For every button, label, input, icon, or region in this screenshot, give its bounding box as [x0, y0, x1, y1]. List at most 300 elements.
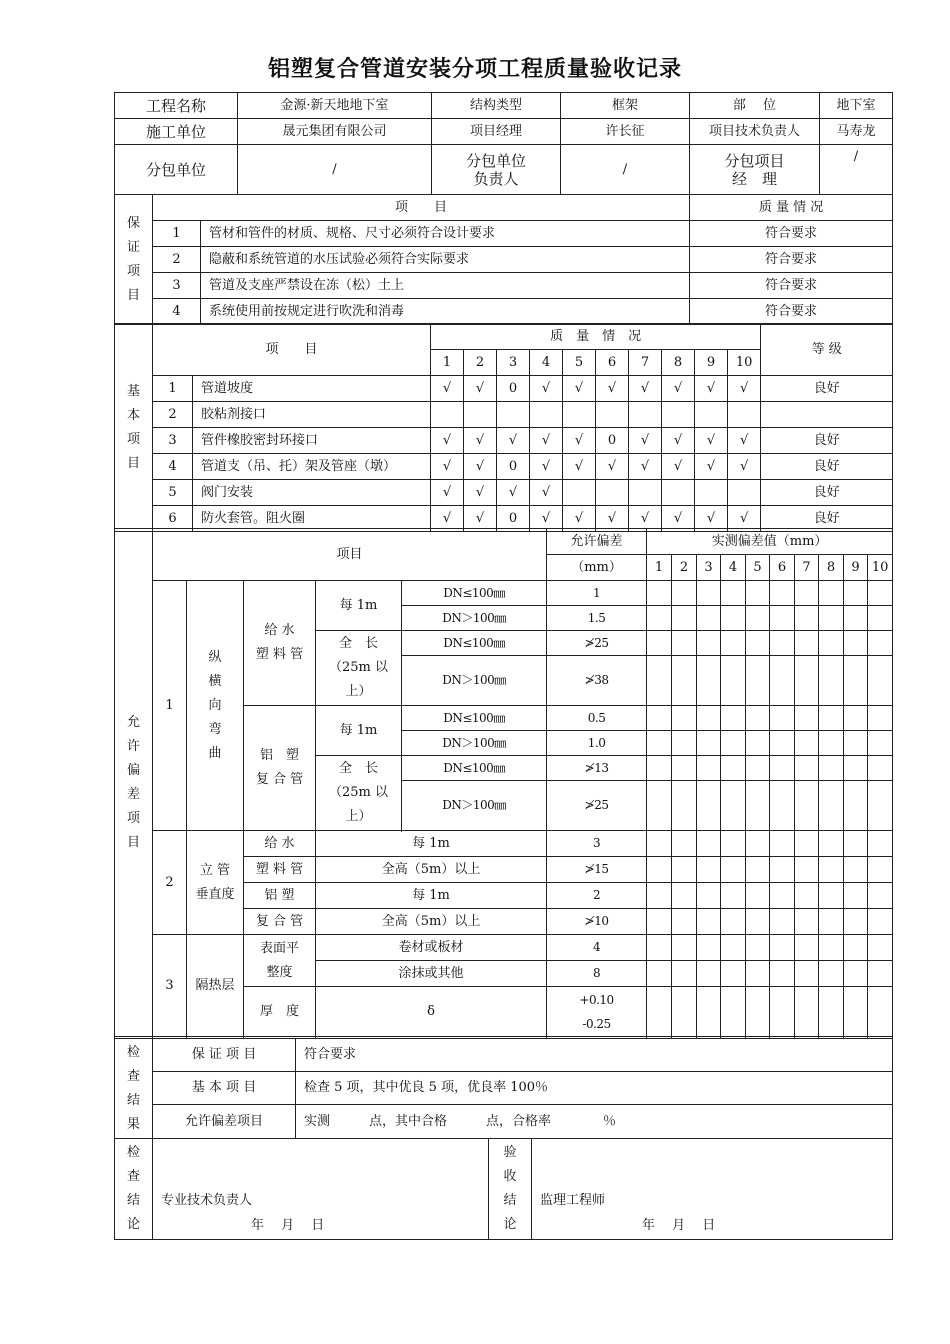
measured-cell[interactable] — [795, 987, 819, 1037]
result-r2-value: 检查 5 项，其中优良 5 项，优良率 100％ — [296, 1072, 893, 1105]
measured-cell[interactable] — [795, 656, 819, 706]
measured-cell[interactable] — [844, 935, 868, 961]
side-char: 结 — [126, 1092, 140, 1108]
col-number: 10 — [868, 555, 893, 581]
measured-cell[interactable] — [697, 731, 721, 756]
measured-cell[interactable] — [770, 706, 795, 731]
measured-cell[interactable] — [697, 581, 721, 606]
measured-cell[interactable] — [868, 857, 893, 883]
measured-cell[interactable] — [721, 731, 746, 756]
mark-cell: √ — [431, 376, 464, 402]
g1-name-char: 曲 — [208, 745, 222, 761]
tol-value: ≯38 — [547, 656, 647, 706]
measured-cell[interactable] — [819, 857, 844, 883]
mark-cell: √ — [563, 454, 596, 480]
tol-value: 2 — [547, 883, 647, 909]
measured-cell[interactable] — [844, 581, 868, 606]
row-text: 管道支（吊、托）架及管座（墩） — [193, 454, 431, 480]
measured-cell[interactable] — [672, 756, 697, 781]
measured-cell[interactable] — [795, 961, 819, 987]
sub-lead-label — [432, 145, 561, 195]
measured-cell[interactable] — [795, 831, 819, 857]
col-number: 10 — [728, 350, 761, 376]
measured-cell[interactable] — [795, 781, 819, 831]
mark-cell — [695, 402, 728, 428]
measured-cell[interactable] — [721, 831, 746, 857]
measured-cell[interactable] — [672, 631, 697, 656]
measured-cell[interactable] — [819, 756, 844, 781]
guarantee-side — [115, 195, 153, 325]
side-char: 论 — [126, 1217, 140, 1232]
measured-cell[interactable] — [770, 935, 795, 961]
measured-cell[interactable] — [721, 756, 746, 781]
measured-cell[interactable] — [697, 831, 721, 857]
tol-value: ≯25 — [547, 781, 647, 831]
mark-cell: √ — [563, 506, 596, 532]
measured-cell[interactable] — [672, 883, 697, 909]
label-line: 上） — [345, 684, 372, 699]
row-no: 2 — [153, 247, 201, 273]
basic-row — [115, 376, 893, 402]
measured-cell[interactable] — [746, 909, 770, 935]
dn-gt: DN＞100㎜ — [402, 731, 547, 756]
g3-thick: 厚 度 — [244, 987, 316, 1037]
measured-cell[interactable] — [770, 631, 795, 656]
measured-cell[interactable] — [647, 656, 672, 706]
measured-cell[interactable] — [868, 961, 893, 987]
mark-cell: √ — [728, 506, 761, 532]
measured-cell[interactable] — [721, 656, 746, 706]
measured-cell[interactable] — [746, 581, 770, 606]
measured-cell[interactable] — [721, 606, 746, 631]
tol-value: 8 — [547, 961, 647, 987]
measured-cell[interactable] — [868, 909, 893, 935]
g1-b-label — [244, 706, 316, 831]
measured-cell[interactable] — [746, 781, 770, 831]
side-char: 项 — [126, 810, 140, 826]
row-no: 4 — [153, 299, 201, 325]
row-grade — [761, 402, 893, 428]
basic-row — [115, 402, 893, 428]
measured-cell[interactable] — [844, 909, 868, 935]
conclusion-right-side — [489, 1139, 532, 1240]
contractor-label: 施工单位 — [115, 119, 238, 145]
mark-cell: √ — [728, 454, 761, 480]
side-char: 证 — [126, 239, 140, 255]
label-line: 全 长 — [338, 761, 378, 776]
mark-cell: √ — [530, 376, 563, 402]
mark-cell — [728, 480, 761, 506]
row-text: 隐蔽和系统管道的水压试验必须符合实际要求 — [201, 247, 690, 273]
measured-cell[interactable] — [844, 781, 868, 831]
measured-cell[interactable] — [795, 756, 819, 781]
pm: 许长征 — [561, 119, 690, 145]
measured-cell[interactable] — [672, 781, 697, 831]
measured-cell[interactable] — [746, 756, 770, 781]
conclusion-left-side — [115, 1139, 153, 1240]
conclusion-right — [532, 1139, 893, 1240]
measured-cell[interactable] — [770, 606, 795, 631]
measured-cell[interactable] — [868, 581, 893, 606]
measured-cell[interactable] — [819, 631, 844, 656]
g3-thick-values — [547, 987, 647, 1037]
side-char: 偏 — [126, 762, 140, 778]
measured-cell[interactable] — [868, 987, 893, 1037]
measured-cell[interactable] — [721, 987, 746, 1037]
measured-cell[interactable] — [647, 756, 672, 781]
measured-cell[interactable] — [819, 883, 844, 909]
full-len-label — [316, 756, 402, 831]
measured-cell[interactable] — [647, 781, 672, 831]
measured-cell[interactable] — [844, 731, 868, 756]
measured-cell[interactable] — [770, 987, 795, 1037]
measured-cell[interactable] — [770, 909, 795, 935]
row-quality: 符合要求 — [690, 221, 893, 247]
measured-cell[interactable] — [647, 909, 672, 935]
measured-cell[interactable] — [746, 961, 770, 987]
dn-le: DN≤100㎜ — [402, 706, 547, 731]
measured-cell[interactable] — [721, 883, 746, 909]
measured-cell[interactable] — [844, 857, 868, 883]
measured-cell[interactable] — [697, 857, 721, 883]
pm-label: 项目经理 — [432, 119, 561, 145]
measured-cell[interactable] — [647, 961, 672, 987]
measured-cell[interactable] — [672, 961, 697, 987]
row-no: 4 — [153, 454, 193, 480]
side-char: 查 — [126, 1068, 140, 1084]
measured-cell[interactable] — [795, 935, 819, 961]
part-label: 部 位 — [690, 93, 820, 119]
header-table — [114, 92, 893, 195]
dn-gt: DN＞100㎜ — [402, 781, 547, 831]
measured-cell[interactable] — [770, 857, 795, 883]
g2-a: 给 水 — [244, 831, 316, 857]
measured-cell[interactable] — [647, 606, 672, 631]
mark-cell: √ — [530, 428, 563, 454]
measured-cell[interactable] — [770, 731, 795, 756]
row-grade: 良好 — [761, 376, 893, 402]
measured-cell[interactable] — [697, 883, 721, 909]
mark-cell: 0 — [497, 506, 530, 532]
side-char: 验 — [503, 1145, 517, 1160]
measured-cell[interactable] — [795, 857, 819, 883]
col-number: 6 — [770, 555, 795, 581]
side-char: 目 — [126, 834, 140, 850]
side-char: 项 — [126, 263, 140, 279]
measured-cell[interactable] — [819, 831, 844, 857]
result-side — [115, 1039, 153, 1139]
measured-cell[interactable] — [672, 731, 697, 756]
measured-cell[interactable] — [721, 781, 746, 831]
measured-cell[interactable] — [868, 831, 893, 857]
measured-cell[interactable] — [868, 781, 893, 831]
measured-cell[interactable] — [868, 631, 893, 656]
measured-cell[interactable] — [844, 961, 868, 987]
mark-cell — [695, 480, 728, 506]
side-char: 目 — [126, 455, 140, 471]
measured-cell[interactable] — [672, 706, 697, 731]
row-no: 2 — [153, 402, 193, 428]
g1-a-label — [244, 581, 316, 706]
measured-cell[interactable] — [647, 731, 672, 756]
sub: / — [238, 145, 432, 195]
measured-cell[interactable] — [697, 656, 721, 706]
measured-cell[interactable] — [721, 909, 746, 935]
mark-cell: √ — [431, 480, 464, 506]
measured-cell[interactable] — [770, 961, 795, 987]
measured-cell[interactable] — [844, 706, 868, 731]
side-char: 许 — [126, 738, 140, 754]
mark-cell: 0 — [497, 376, 530, 402]
g1-name-char: 横 — [208, 673, 222, 689]
result-r1-label: 保 证 项 目 — [153, 1039, 296, 1072]
guarantee-col-quality: 质 量 情 况 — [690, 195, 893, 221]
row-grade: 良好 — [761, 480, 893, 506]
measured-cell[interactable] — [819, 706, 844, 731]
dn-le: DN≤100㎜ — [402, 631, 547, 656]
label-line: （25m 以 — [328, 660, 388, 675]
measured-cell[interactable] — [819, 606, 844, 631]
mark-cell: √ — [662, 506, 695, 532]
measured-cell[interactable] — [819, 781, 844, 831]
measured-cell[interactable] — [770, 781, 795, 831]
measured-cell[interactable] — [746, 935, 770, 961]
measured-cell[interactable] — [844, 987, 868, 1037]
measured-cell[interactable] — [672, 909, 697, 935]
measured-cell[interactable] — [819, 961, 844, 987]
left-date: 年 月 日 — [251, 1218, 325, 1233]
mark-cell: √ — [728, 376, 761, 402]
measured-cell[interactable] — [868, 706, 893, 731]
tolerance-table — [114, 528, 893, 1037]
basic-row — [115, 428, 893, 454]
measured-cell[interactable] — [721, 857, 746, 883]
measured-cell[interactable] — [721, 961, 746, 987]
measured-cell[interactable] — [819, 909, 844, 935]
tolerance-side — [115, 529, 153, 1037]
measured-cell[interactable] — [746, 631, 770, 656]
col-number: 7 — [629, 350, 662, 376]
row-grade: 良好 — [761, 454, 893, 480]
measured-cell[interactable] — [844, 883, 868, 909]
row-text: 管道坡度 — [193, 376, 431, 402]
measured-cell[interactable] — [647, 631, 672, 656]
measured-cell[interactable] — [844, 631, 868, 656]
g3-no: 3 — [153, 935, 187, 1037]
conclusion-left — [153, 1139, 489, 1240]
measured-cell[interactable] — [647, 883, 672, 909]
guarantee-table — [114, 194, 893, 325]
mark-cell: √ — [629, 454, 662, 480]
tol-value: 1.0 — [547, 731, 647, 756]
measured-cell[interactable] — [795, 731, 819, 756]
measured-cell[interactable] — [746, 706, 770, 731]
measured-cell[interactable] — [819, 987, 844, 1037]
measured-cell[interactable] — [844, 656, 868, 706]
measured-cell[interactable] — [672, 581, 697, 606]
col-number: 8 — [662, 350, 695, 376]
measured-cell[interactable] — [672, 987, 697, 1037]
measured-cell[interactable] — [770, 756, 795, 781]
mark-cell: √ — [431, 506, 464, 532]
measured-cell[interactable] — [844, 831, 868, 857]
measured-cell[interactable] — [647, 831, 672, 857]
col-number: 2 — [672, 555, 697, 581]
mark-cell — [662, 402, 695, 428]
project-name-label: 工程名称 — [115, 93, 238, 119]
measured-cell[interactable] — [868, 883, 893, 909]
mark-cell: 0 — [497, 454, 530, 480]
measured-cell[interactable] — [795, 606, 819, 631]
mark-cell: √ — [629, 428, 662, 454]
measured-cell[interactable] — [697, 631, 721, 656]
measured-cell[interactable] — [647, 581, 672, 606]
mark-cell — [596, 402, 629, 428]
measured-cell[interactable] — [746, 883, 770, 909]
measured-cell[interactable] — [844, 606, 868, 631]
sub-pm-label-line2: 经 理 — [731, 169, 777, 188]
basic-col-grade: 等 级 — [761, 324, 893, 376]
measured-cell[interactable] — [844, 756, 868, 781]
mark-cell: √ — [695, 428, 728, 454]
sub-lead: / — [561, 145, 690, 195]
label-line: 铝 塑 — [259, 748, 299, 763]
mark-cell: √ — [596, 454, 629, 480]
mark-cell — [530, 402, 563, 428]
tol-value: 1.5 — [547, 606, 647, 631]
page-title: 铝塑复合管道安装分项工程质量验收记录 — [267, 56, 682, 82]
tol-value: 3 — [547, 831, 647, 857]
measured-cell[interactable] — [819, 935, 844, 961]
measured-cell[interactable] — [746, 857, 770, 883]
measured-cell[interactable] — [770, 656, 795, 706]
measured-cell[interactable] — [721, 581, 746, 606]
g1-no: 1 — [153, 581, 187, 831]
measured-cell[interactable] — [819, 656, 844, 706]
result-r3-value: 实测 点，其中合格 点，合格率 ％ — [296, 1105, 893, 1139]
measured-cell[interactable] — [672, 606, 697, 631]
row-no: 3 — [153, 428, 193, 454]
sub-label: 分包单位 — [115, 145, 238, 195]
measured-cell[interactable] — [721, 631, 746, 656]
measured-cell[interactable] — [697, 909, 721, 935]
measured-cell[interactable] — [868, 656, 893, 706]
mark-cell: 0 — [596, 428, 629, 454]
measured-cell[interactable] — [697, 961, 721, 987]
measured-cell[interactable] — [672, 857, 697, 883]
dn-le: DN≤100㎜ — [402, 756, 547, 781]
mark-cell — [728, 402, 761, 428]
col-number: 3 — [497, 350, 530, 376]
sub-pm-label-line1: 分包项目 — [724, 151, 785, 170]
row-text: 管道及支座严禁设在冻（松）土上 — [201, 273, 690, 299]
measured-cell[interactable] — [795, 909, 819, 935]
measured-cell[interactable] — [697, 935, 721, 961]
measured-cell[interactable] — [770, 883, 795, 909]
measured-cell[interactable] — [746, 656, 770, 706]
mark-cell: √ — [662, 428, 695, 454]
measured-cell[interactable] — [647, 706, 672, 731]
g3-delta: δ — [316, 987, 547, 1037]
measured-cell[interactable] — [795, 581, 819, 606]
measured-cell[interactable] — [868, 606, 893, 631]
tol-col-item: 项目 — [153, 529, 547, 581]
g1-name-char: 向 — [208, 697, 222, 713]
mark-cell: √ — [464, 428, 497, 454]
measured-cell[interactable] — [697, 706, 721, 731]
measured-cell[interactable] — [647, 987, 672, 1037]
measured-cell[interactable] — [746, 831, 770, 857]
measured-cell[interactable] — [746, 731, 770, 756]
side-char: 查 — [126, 1169, 140, 1184]
g3-roll: 卷材或板材 — [316, 935, 547, 961]
measured-cell[interactable] — [746, 987, 770, 1037]
mark-cell: √ — [695, 376, 728, 402]
measured-cell[interactable] — [868, 935, 893, 961]
measured-cell[interactable] — [697, 781, 721, 831]
measured-cell[interactable] — [868, 731, 893, 756]
measured-cell[interactable] — [647, 935, 672, 961]
g2-b2: 复 合 管 — [244, 909, 316, 935]
mark-cell: √ — [563, 428, 596, 454]
g2-full: 全高（5m）以上 — [316, 857, 547, 883]
project-name: 金源·新天地地下室 — [238, 93, 432, 119]
tol-value: +0.10 — [579, 992, 614, 1007]
basic-row — [115, 480, 893, 506]
mark-cell: √ — [662, 376, 695, 402]
mark-cell: √ — [530, 454, 563, 480]
col-number: 6 — [596, 350, 629, 376]
row-no: 6 — [153, 506, 193, 532]
row-text: 阀门安装 — [193, 480, 431, 506]
measured-cell[interactable] — [819, 581, 844, 606]
measured-cell[interactable] — [697, 987, 721, 1037]
measured-cell[interactable] — [746, 606, 770, 631]
label-line: 立 管 — [199, 862, 231, 878]
g1-name — [187, 581, 244, 831]
measured-cell[interactable] — [647, 857, 672, 883]
row-text: 防火套管。阻火圈 — [193, 506, 431, 532]
label-line: 给 水 — [264, 623, 295, 638]
side-char: 收 — [503, 1169, 517, 1184]
measured-cell[interactable] — [795, 706, 819, 731]
measured-cell[interactable] — [795, 883, 819, 909]
measured-cell[interactable] — [795, 631, 819, 656]
col-number: 4 — [721, 555, 746, 581]
tol-col-measured: 实测偏差值（mm） — [647, 529, 893, 555]
measured-cell[interactable] — [770, 581, 795, 606]
mark-cell: √ — [464, 480, 497, 506]
side-char: 本 — [126, 407, 140, 423]
measured-cell[interactable] — [697, 606, 721, 631]
mark-cell: √ — [695, 506, 728, 532]
measured-cell[interactable] — [819, 731, 844, 756]
mark-cell: √ — [431, 428, 464, 454]
measured-cell[interactable] — [672, 831, 697, 857]
measured-cell[interactable] — [672, 656, 697, 706]
right-date: 年 月 日 — [642, 1218, 716, 1233]
row-quality: 符合要求 — [690, 273, 893, 299]
measured-cell[interactable] — [721, 706, 746, 731]
structure-type: 框架 — [561, 93, 690, 119]
measured-cell[interactable] — [868, 756, 893, 781]
result-r1-value: 符合要求 — [296, 1039, 893, 1072]
measured-cell[interactable] — [770, 831, 795, 857]
measured-cell[interactable] — [721, 935, 746, 961]
col-number: 3 — [697, 555, 721, 581]
measured-cell[interactable] — [697, 756, 721, 781]
measured-cell[interactable] — [672, 935, 697, 961]
